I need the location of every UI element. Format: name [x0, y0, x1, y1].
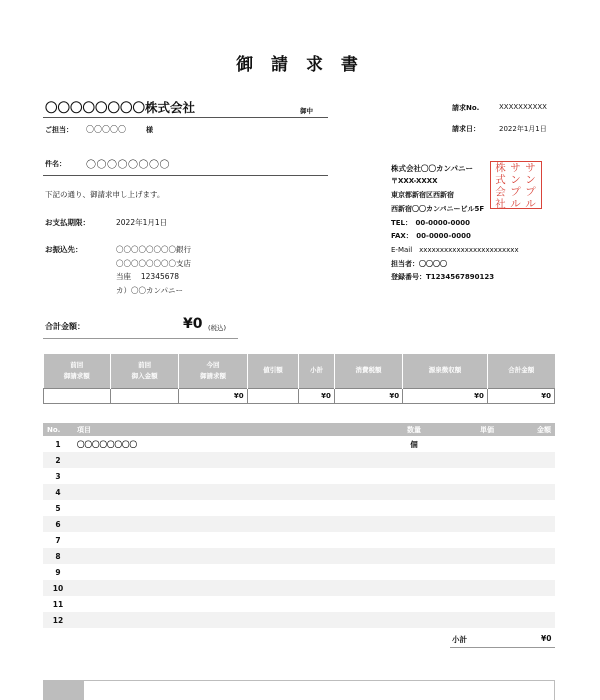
col-unit-price: 単価 [433, 423, 498, 436]
row-amount [498, 596, 555, 612]
row-unit-price [433, 532, 498, 548]
col-no: No. [43, 423, 73, 436]
row-unit [373, 452, 433, 468]
row-unit-price [433, 484, 498, 500]
summary-header-cell: 前回 御入金額 [111, 354, 179, 388]
issuer-line: 登録番号：T1234567890123 [391, 273, 495, 281]
row-unit-price [433, 612, 498, 628]
row-amount [498, 580, 555, 596]
bank-line: 〇〇〇〇〇〇〇〇支店 [116, 259, 191, 268]
subtotal-label: 小計 [452, 635, 467, 644]
invoice-date-value: 2022年1月1日 [499, 125, 547, 133]
col-qty: 数量 [373, 423, 433, 436]
due-value: 2022年1月1日 [116, 218, 168, 227]
row-item [73, 468, 373, 484]
row-unit-price [433, 564, 498, 580]
summary-header-cell: 消費税額 [334, 354, 402, 388]
row-unit [373, 612, 433, 628]
row-no: 3 [55, 471, 61, 481]
summary-value-cell: ¥0 [299, 388, 334, 403]
summary-value-row [44, 388, 555, 403]
row-unit-price [433, 548, 498, 564]
row-unit [373, 484, 433, 500]
row-amount [498, 564, 555, 580]
row-no: 8 [43, 548, 73, 564]
summary-value-cell [247, 388, 299, 403]
summary-header-cell: 今回 御請求額 [179, 354, 247, 388]
subject-underline [43, 175, 328, 176]
total-value: ¥0 [183, 316, 203, 332]
row-amount [498, 468, 555, 484]
total-underline [43, 338, 238, 339]
summary-header-cell: 前回 御請求額 [44, 354, 111, 388]
row-unit-price [433, 468, 498, 484]
row-unit-price [433, 452, 498, 468]
seal-column: サンプル [525, 162, 536, 210]
items-header-row [43, 423, 555, 436]
row-unit-price [433, 436, 498, 452]
row-item [73, 500, 373, 516]
invoice-no-label: 請求No. [452, 104, 480, 112]
row-amount [498, 612, 555, 628]
row-amount [498, 484, 555, 500]
due-label: お支払期限： [45, 218, 90, 227]
row-item [73, 484, 373, 500]
row-unit [373, 532, 433, 548]
row-no: 7 [55, 535, 61, 545]
row-unit-price [433, 516, 498, 532]
table-row [43, 484, 555, 500]
row-item [73, 516, 373, 532]
summary-value-cell: ¥0 [179, 388, 247, 403]
subject-value: 〇〇〇〇〇〇〇〇 [86, 160, 170, 171]
bank-line: カ）〇〇カンパニー [116, 286, 183, 295]
row-unit [373, 468, 433, 484]
subject-label: 件名： [45, 160, 66, 168]
row-amount [498, 516, 555, 532]
table-row [43, 516, 555, 532]
table-row [43, 580, 555, 596]
row-unit [373, 580, 433, 596]
row-no: 4 [43, 484, 73, 500]
row-unit [373, 500, 433, 516]
row-no: 11 [52, 599, 64, 609]
col-amount: 金額 [498, 423, 555, 436]
row-unit-price [433, 580, 498, 596]
issuer-line: TEL： 00-0000-0000 [391, 219, 471, 227]
contact-honorific: 様 [146, 126, 153, 134]
table-row [43, 612, 555, 628]
summary-value-cell: ¥0 [403, 388, 488, 403]
issuer-line: 東京都新宿区西新宿 [391, 191, 454, 199]
row-unit-price [433, 500, 498, 516]
items-table [43, 423, 555, 628]
summary-table [43, 354, 555, 404]
row-unit-price [433, 596, 498, 612]
col-item: 項目 [73, 423, 373, 436]
row-item [73, 580, 373, 596]
row-item [73, 612, 373, 628]
row-item [73, 596, 373, 612]
row-item [73, 452, 373, 468]
bank-line: 当座 12345678 [116, 272, 180, 281]
row-unit [373, 516, 433, 532]
row-no: 6 [43, 516, 73, 532]
client-underline [43, 117, 328, 118]
row-unit [373, 548, 433, 564]
row-amount [498, 500, 555, 516]
row-no: 5 [55, 503, 61, 513]
summary-header-row [44, 354, 555, 388]
row-unit [373, 596, 433, 612]
seal-column: サンプル [510, 162, 521, 210]
table-row [43, 500, 555, 516]
row-amount [498, 532, 555, 548]
row-unit [373, 564, 433, 580]
client-honorific: 御中 [300, 107, 313, 115]
table-row [43, 468, 555, 484]
table-row [43, 548, 555, 564]
issuer-line: 西新宿〇〇カンパニービル5F [391, 205, 485, 213]
row-item [73, 564, 373, 580]
row-no: 12 [43, 612, 73, 628]
invoice-date-label: 請求日： [452, 125, 480, 133]
row-amount [498, 452, 555, 468]
total-tax-note: (税込) [208, 324, 227, 332]
row-no: 10 [43, 580, 73, 596]
company-seal-stamp [490, 161, 542, 209]
notes-tab [44, 681, 84, 700]
total-label: 合計金額： [45, 322, 85, 331]
summary-value-cell [111, 388, 179, 403]
summary-value-cell: ¥0 [487, 388, 554, 403]
table-row [43, 596, 555, 612]
subtotal-value: ¥0 [541, 634, 552, 643]
table-row [43, 452, 555, 468]
issuer-line: 担当者：〇〇〇〇 [391, 260, 447, 268]
row-no: 9 [55, 567, 61, 577]
notes-box [43, 680, 555, 700]
summary-header-cell: 小計 [299, 354, 334, 388]
bank-line: 〇〇〇〇〇〇〇〇銀行 [116, 245, 191, 254]
row-no: 1 [55, 439, 61, 449]
table-row [43, 564, 555, 580]
summary-value-cell: ¥0 [334, 388, 402, 403]
summary-header-cell: 合計金額 [487, 354, 554, 388]
contact-label: ご担当： [45, 126, 73, 134]
bank-label: お振込先： [45, 245, 83, 254]
row-no: 2 [43, 452, 73, 468]
row-item [73, 532, 373, 548]
summary-header-cell: 値引額 [247, 354, 299, 388]
issuer-company: 株式会社〇〇カンパニー [391, 164, 473, 173]
row-amount [498, 548, 555, 564]
row-item: 〇〇〇〇〇〇〇〇 [77, 439, 137, 449]
row-amount [498, 436, 555, 452]
contact-name: 〇〇〇〇〇 [86, 125, 126, 134]
issuer-line: 〒XXX-XXXX [391, 177, 438, 185]
table-row [43, 532, 555, 548]
issuer-line: FAX： 00-0000-0000 [391, 232, 471, 240]
intro-text: 下記の通り、御請求申し上げます。 [45, 190, 165, 199]
issuer-line: E-Mail xxxxxxxxxxxxxxxxxxxxxxxx [391, 246, 519, 254]
summary-header-cell: 源泉徴収額 [403, 354, 488, 388]
subtotal-underline [450, 647, 555, 648]
row-item [73, 548, 373, 564]
invoice-no-value: XXXXXXXXXX [499, 103, 547, 111]
client-name: 〇〇〇〇〇〇〇〇株式会社 [45, 100, 196, 115]
document-title: 御 請 求 書 [236, 55, 364, 75]
summary-value-cell [44, 388, 111, 403]
seal-column: 株式会社 [495, 162, 506, 210]
row-unit: 個 [410, 439, 418, 449]
table-row [43, 436, 555, 452]
